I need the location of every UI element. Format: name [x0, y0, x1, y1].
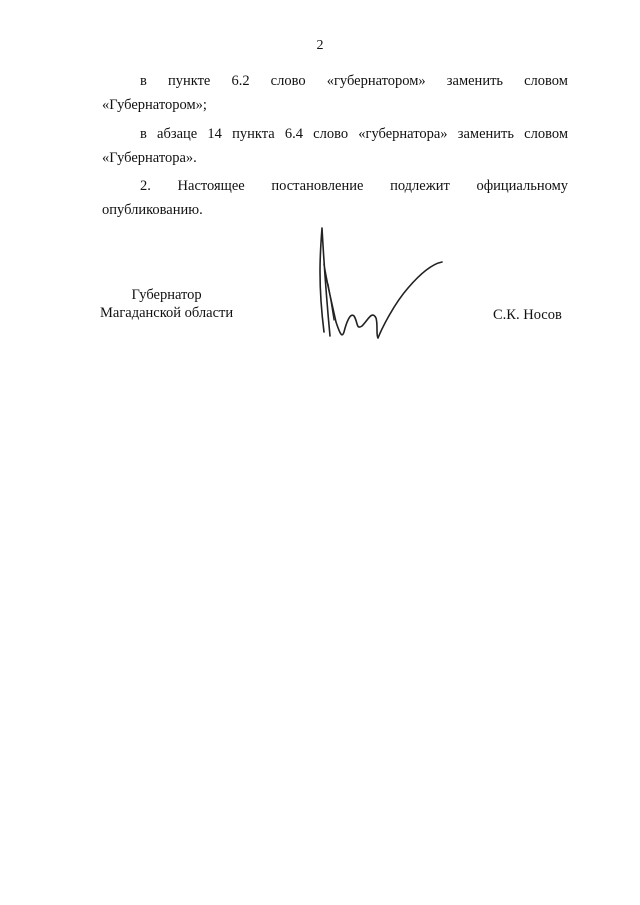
paragraph-1: [102, 69, 568, 117]
paragraph-3-line-1: [102, 174, 568, 198]
word: 2.: [140, 178, 151, 194]
page-number: 2: [316, 38, 324, 53]
word: Настоящее: [177, 178, 245, 194]
paragraph-2-line-2: «Губернатора».: [102, 150, 197, 166]
signatory-position: [100, 286, 233, 322]
word: 6.2: [231, 73, 250, 89]
word: заменить: [446, 73, 504, 89]
paragraph-2: [102, 122, 568, 170]
word: официальному: [476, 178, 568, 194]
paragraph-1-line-2: «Губернатором»;: [102, 97, 207, 113]
word: пункте: [167, 73, 211, 89]
word: подлежит: [390, 178, 450, 194]
word: «губернатором»: [326, 73, 426, 89]
word: слово: [270, 73, 306, 89]
word: в: [140, 73, 147, 89]
paragraph-1-line-1: [102, 69, 568, 93]
paragraph-3: [102, 174, 568, 222]
signatory-name: С.К. Носов: [493, 307, 562, 323]
signatory-position-line-2: Магаданской области: [100, 305, 234, 321]
word: словом: [524, 73, 568, 89]
paragraph-3-line-2: опубликованию.: [102, 202, 203, 218]
paragraph-2-line-1: в абзаце 14 пункта 6.4 слово «губернатора» заменить словом: [140, 126, 568, 142]
handwritten-signature: [312, 224, 448, 348]
signatory-position-line-1: Губернатор: [131, 287, 202, 303]
word: постановление: [271, 178, 364, 194]
